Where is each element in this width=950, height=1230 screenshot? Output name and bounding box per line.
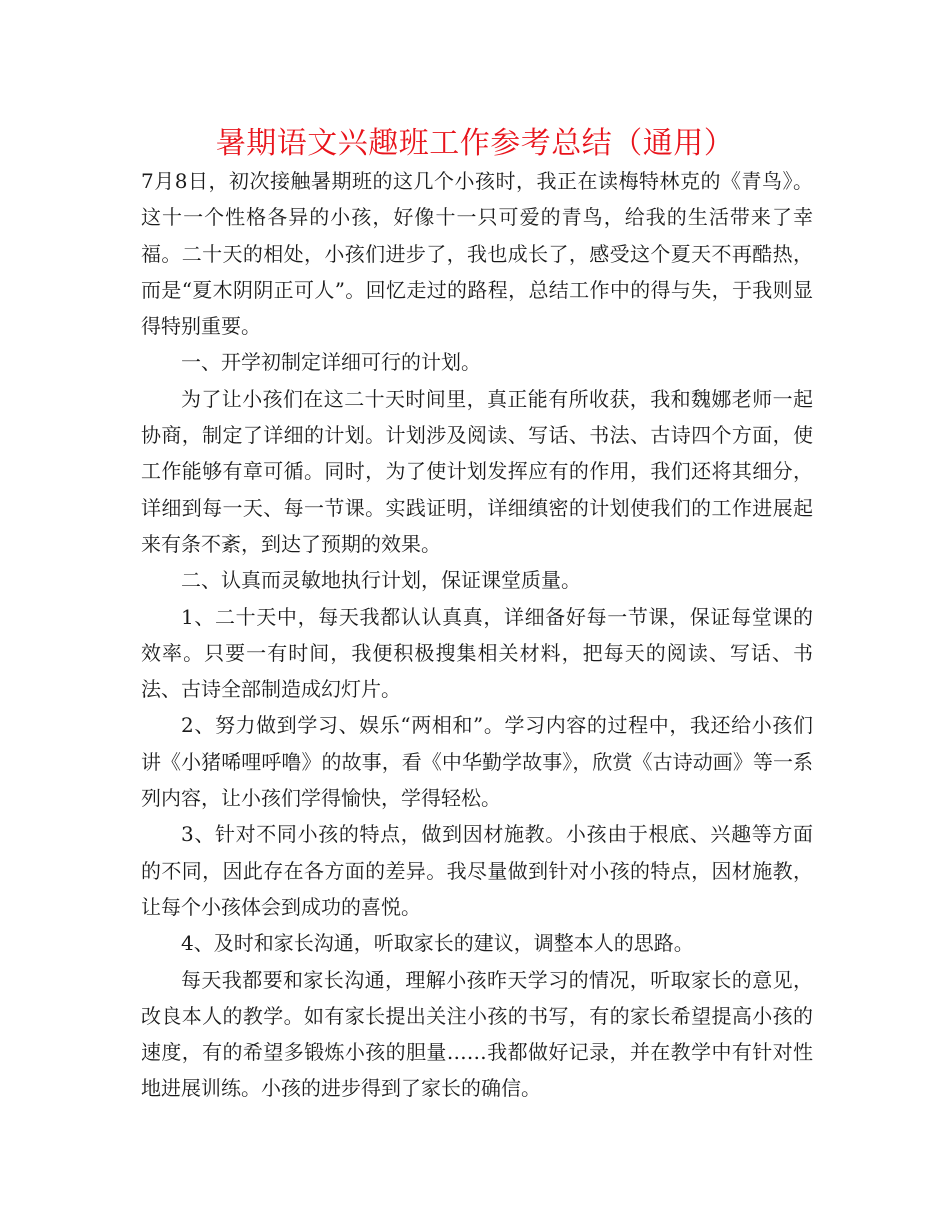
list-item-2: 2、努力做到学习、娱乐“两相和”。学习内容的过程中，我还给小孩们讲《小猪唏哩呼噜》的故事，看《中华勤学故事》，欣赏《古诗动画》等一系列内容，让小孩们学得愉快，学得轻松。 (141, 713, 813, 811)
document-title: 暑期语文兴趣班工作参考总结（通用） (215, 126, 735, 161)
section-heading-1: 一、开学初制定详细可行的计划。 (181, 350, 481, 375)
paragraph-plan: 为了让小孩们在这二十天时间里，真正能有所收获，我和魏娜老师一起协商，制定了详细的计划。计划涉及阅读、写话、书法、古诗四个方面，使工作能够有章可循。同时，为了使计划发挥应有的作用，我们还将其细分，详细到每一天、每一节课。实践证明，详细缜密的计划使我们的工作进展起来有条不紊，到达了预期的效果。 (141, 386, 813, 556)
list-item-3: 3、针对不同小孩的特点，做到因材施教。小孩由于根底、兴趣等方面的不同，因此存在各方面的差异。我尽量做到针对小孩的特点，因材施教，让每个小孩体会到成功的喜悦。 (141, 822, 813, 919)
paragraph-parents: 每天我都要和家长沟通，理解小孩昨天学习的情况，听取家长的意见，改良本人的教学。如有家长提出关注小孩的书写，有的家长希望提高小孩的速度，有的希望多锻炼小孩的胆量……我都做好记录，并在教学中有针对性地进展训练。小孩的进步得到了家长的确信。 (141, 967, 813, 1101)
list-item-4: 4、及时和家长沟通，听取家长的建议，调整本人的思路。 (181, 931, 694, 956)
section-heading-2: 二、认真而灵敏地执行计划，保证课堂质量。 (181, 568, 581, 593)
document-body (141, 163, 813, 1107)
list-item-1: 1、二十天中，每天我都认认真真，详细备好每一节课，保证每堂课的效率。只要一有时间，我便积极搜集相关材料，把每天的阅读、写话、书法、古诗全部制造成幻灯片。 (141, 604, 813, 702)
paragraph-intro: 7月8日，初次接触暑期班的这几个小孩时，我正在读梅特林克的《青鸟》。这十一个性格各异的小孩，好像十一只可爱的青鸟，给我的生活带来了幸福。二十天的相处，小孩们进步了，我也成长了，感受这个夏天不再酷热，而是“夏木阴阴正可人”。回忆走过的路程，总结工作中的得与失，于我则显得特别重要。 (141, 169, 813, 339)
